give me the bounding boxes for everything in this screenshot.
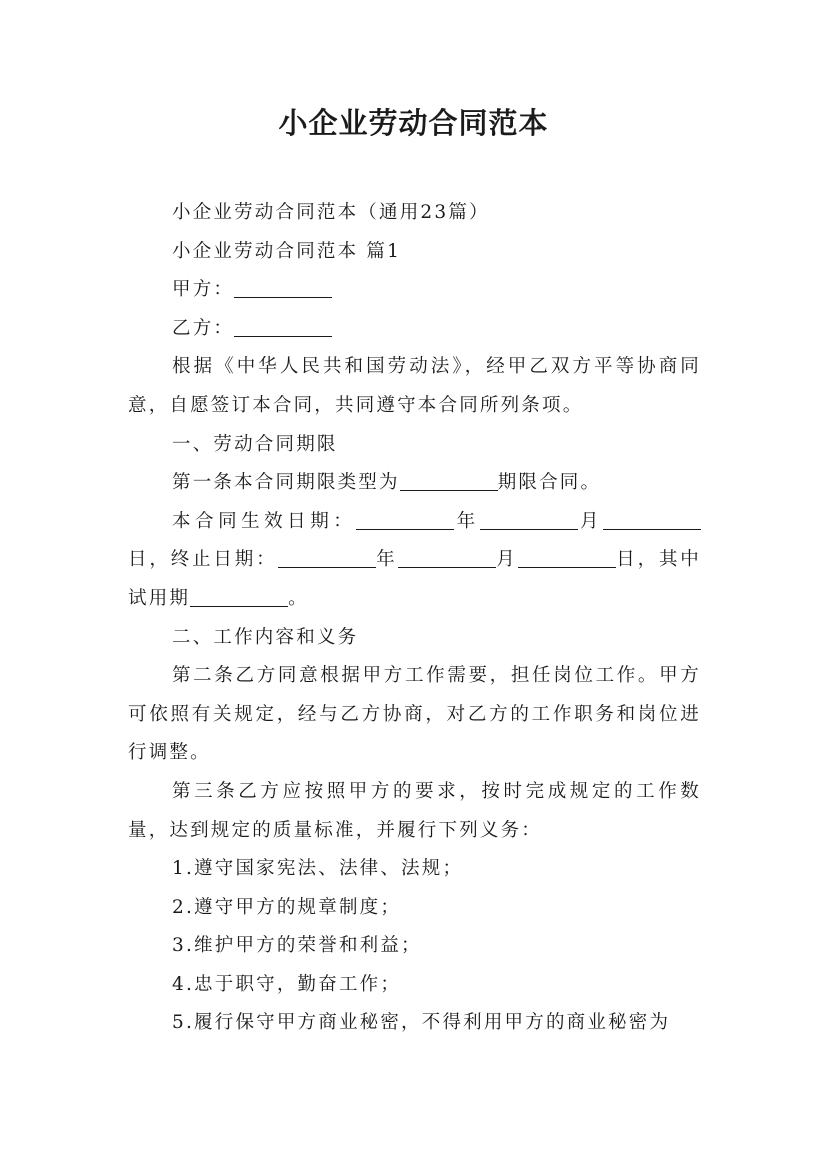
effective-year-blank [356,511,454,530]
party-a-line [128,271,701,310]
effective-day-blank [603,511,701,530]
document-title: 小企业劳动合同范本 [278,106,549,140]
term-paragraph [128,503,701,619]
month-label-2: 月 [495,549,518,571]
article-1-text-pre: 第一条本合同期限类型为 [172,472,400,494]
article-1-text-post: 期限合同。 [497,472,602,494]
contract-type-blank [400,472,498,491]
list-item: 4.忠于职守，勤奋工作； [172,973,402,995]
probation-blank [190,588,288,607]
intro-paragraph: 根据《中华人民共和国劳动法》，经甲乙双方平等协商同意，自愿签订本合同，共同遵守本合同所列条项。 [128,356,701,416]
list-item: 2.遵守甲方的规章制度； [172,896,402,918]
list-item: 3.维护甲方的荣誉和利益； [172,935,422,957]
end-day-blank [518,549,616,568]
year-label: 年 [454,510,480,532]
party-b-label: 乙方： [172,317,235,339]
party-b-blank [234,318,332,337]
list-item: 5.履行保守甲方商业秘密，不得利用甲方的商业秘密为 [172,1012,671,1034]
subtitle-paragraph: 小企业劳动合同范本（通用23篇） [172,202,490,223]
document-body [128,194,701,1043]
list-item: 1.遵守国家宪法、法律、法规； [172,858,464,880]
effective-date-label: 本合同生效日期： [172,510,357,532]
article-1-paragraph [128,464,701,503]
section-heading: 小企业劳动合同范本 篇1 [172,240,402,262]
party-a-label: 甲方： [172,279,235,301]
month-label: 月 [577,510,604,532]
term-end: 。 [288,587,309,609]
article-3-paragraph: 第三条乙方应按照甲方的要求，按时完成规定的工作数量，达到规定的质量标准，并履行下列义务： [128,780,701,841]
end-month-blank [398,549,496,568]
end-year-blank [278,549,376,568]
article-2-paragraph: 第二条乙方同意根据甲方工作需要，担任岗位工作。甲方可依照有关规定，经与乙方协商，对乙方的工作职务和岗位进行调整。 [128,665,701,764]
probation-label: 日，其中试用期 [128,549,702,609]
chapter-1-heading: 一、劳动合同期限 [172,433,338,455]
chapter-2-heading: 二、工作内容和义务 [172,626,359,648]
effective-month-blank [480,511,578,530]
party-b-line [128,310,701,349]
end-date-label: 日，终止日期： [128,549,278,571]
party-a-blank [234,279,332,298]
year-label-2: 年 [375,549,398,571]
